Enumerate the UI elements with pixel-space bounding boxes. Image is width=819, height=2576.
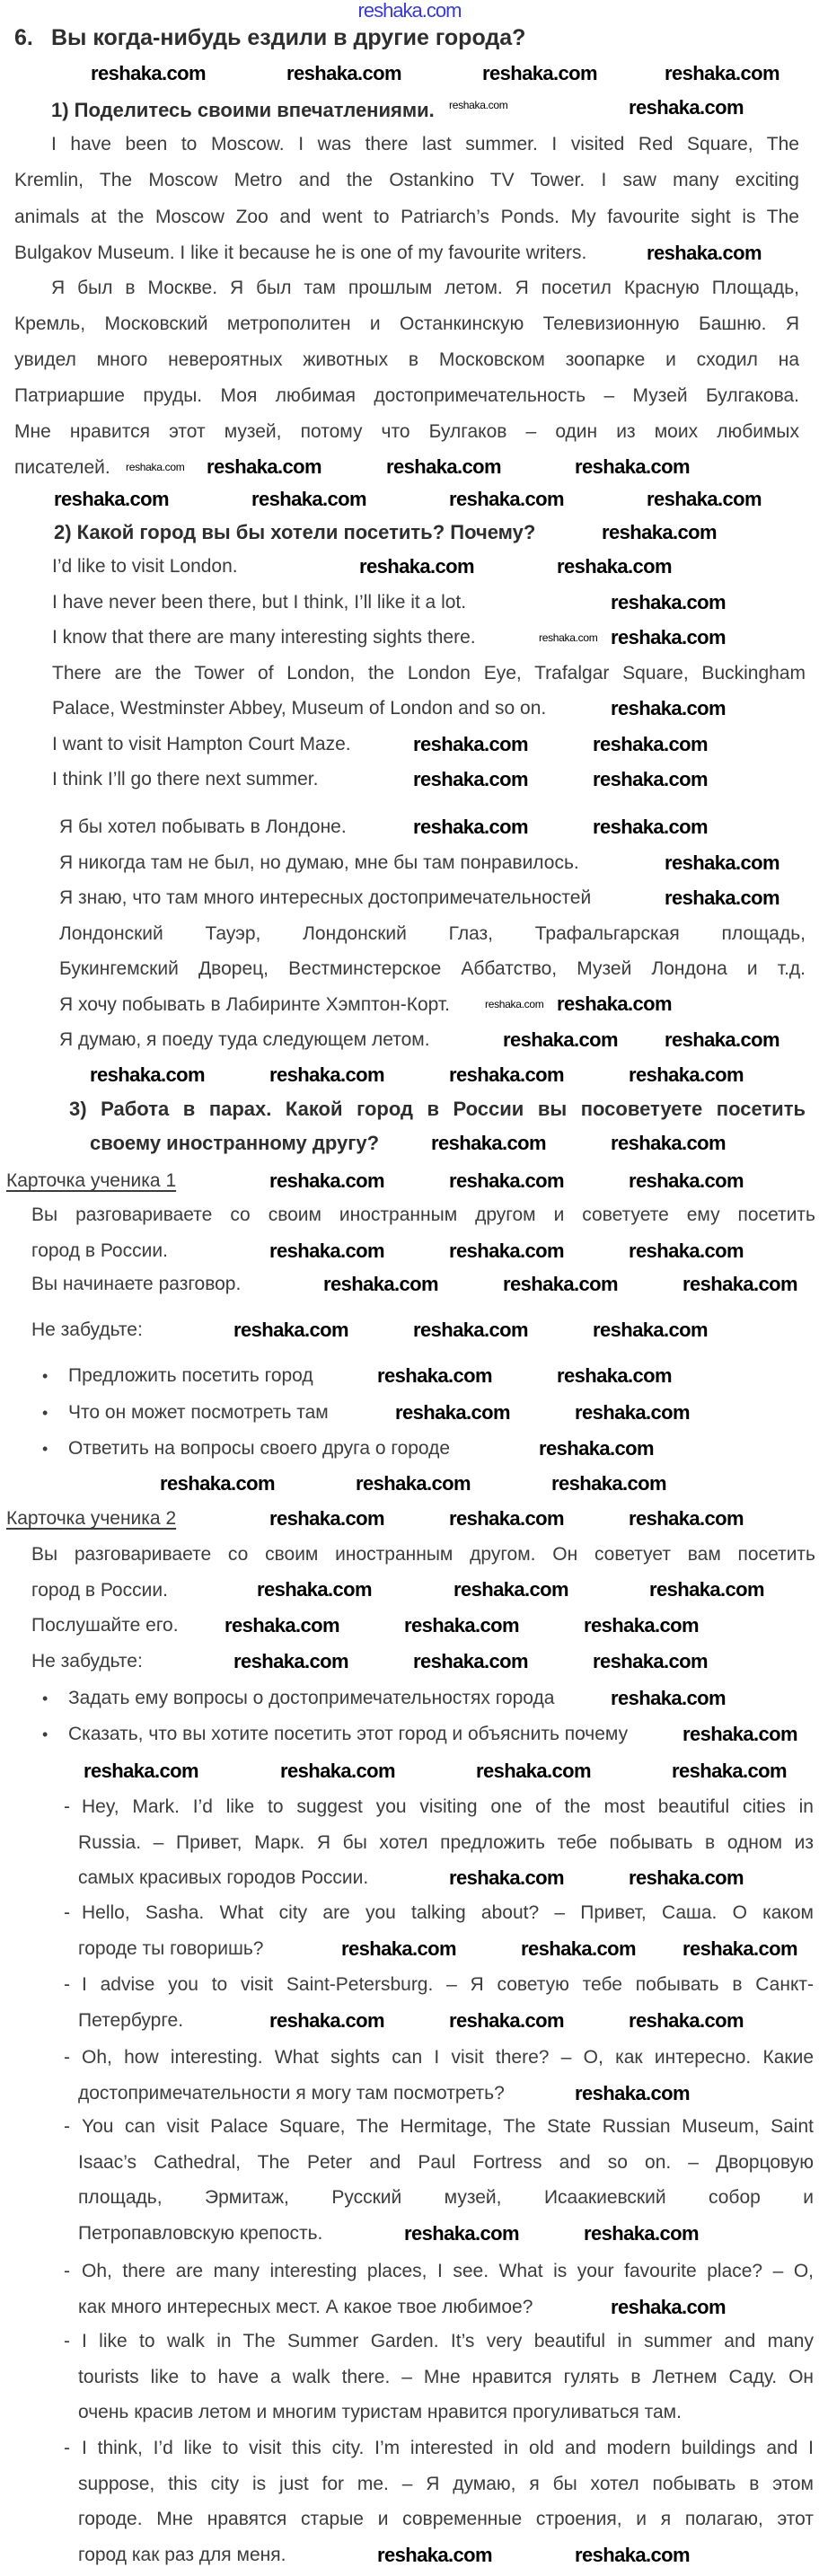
part1-russian-paragraph-line: Мне нравится этот музей, потому что Булгаков – один из моих любимых: [14, 421, 799, 442]
dialogue-dash: -: [64, 2438, 70, 2458]
watermark: reshaka.com: [629, 1063, 744, 1086]
part2-russian-lines-line: Лондонский Тауэр, Лондонский Глаз, Трафальгарская площадь,: [59, 922, 806, 944]
watermark: reshaka.com: [602, 521, 717, 543]
watermark: reshaka.com: [665, 62, 779, 84]
dialogue-item: [64, 2254, 814, 2325]
bullet-item: Ответить на вопросы своего друга о городе •: [68, 1431, 805, 1468]
watermark: reshaka.com: [269, 1063, 384, 1086]
dialogue-item-line: suppose, this city is just for me. – Я думаю, я бы хотел побывать в этом: [78, 2473, 814, 2494]
watermark: reshaka.com: [225, 1614, 339, 1636]
watermark: reshaka.com: [126, 461, 185, 473]
dialogue-item: [64, 2040, 814, 2111]
part3-heading: [69, 1091, 806, 1127]
watermark: reshaka.com: [449, 488, 564, 510]
dialogue-item-line: самых красивых городов России.: [78, 1867, 369, 1889]
watermark: reshaka.com: [521, 1937, 636, 1960]
watermark: reshaka.com: [377, 2544, 492, 2566]
dialogue-item: [64, 1895, 814, 1966]
bullet-icon: •: [42, 1725, 48, 1743]
watermark: reshaka.com: [449, 2009, 564, 2032]
watermark: reshaka.com: [449, 1063, 564, 1086]
watermark: reshaka.com: [665, 851, 779, 874]
watermark: reshaka.com: [233, 1319, 348, 1341]
watermark: reshaka.com: [682, 1273, 797, 1295]
watermark: reshaka.com: [503, 1028, 618, 1051]
watermark: reshaka.com: [575, 2082, 690, 2104]
watermark: reshaka.com: [503, 1273, 618, 1295]
watermark: reshaka.com: [539, 631, 598, 644]
card2-text-line: Вы разговариваете со своим иностранным другом. Он советует вам посетить: [31, 1544, 815, 1565]
dialogue-item-line: Петропавловскую крепость.: [78, 2222, 323, 2244]
task-title: Вы когда-нибудь ездили в другие города?: [51, 25, 526, 50]
card2-instruction-line: Послушайте его.: [31, 1615, 179, 1636]
dialogue-item-line: площадь, Эрмитаж, Русский музей, Исаакиевский собор и: [78, 2187, 814, 2209]
part3-heading-line: 3) Работа в парах. Какой город в России вы посоветуете посетить: [69, 1098, 806, 1120]
bullet-item: Предложить посетить город •: [68, 1358, 805, 1395]
watermark: reshaka.com: [584, 1614, 699, 1636]
watermark: reshaka.com: [629, 1169, 744, 1192]
watermark: reshaka.com: [539, 1437, 654, 1460]
watermark-header: reshaka.com: [357, 0, 462, 22]
part1-english-paragraph-line: Bulgakov Museum. I like it because he is one of my favourite writers.: [14, 242, 587, 263]
watermark: reshaka.com: [280, 1760, 395, 1782]
part2-russian-lines: [59, 809, 806, 1058]
watermark: reshaka.com: [593, 1650, 708, 1672]
dialogue-item-line: Петербурге.: [78, 2009, 184, 2031]
dialogue-item-line: I like to walk in The Summer Garden. It’s very beautiful in summer and many -: [78, 2324, 814, 2360]
watermark: reshaka.com: [404, 2222, 519, 2245]
card1-title: Карточка ученика 1: [6, 1170, 177, 1191]
watermark: reshaka.com: [449, 99, 508, 111]
dialogue-item: [64, 2430, 814, 2572]
watermark: reshaka.com: [611, 1132, 726, 1154]
dialogue-dash: -: [64, 2047, 70, 2068]
card2-text: [31, 1537, 815, 1608]
watermark: reshaka.com: [611, 626, 726, 648]
dialogue-dash: -: [64, 2116, 70, 2137]
bullet-icon: •: [42, 1440, 48, 1458]
part1-english-paragraph-line: I have been to Moscow. I was there last summer. I visited Red Square, The: [51, 134, 799, 154]
watermark: reshaka.com: [649, 1578, 764, 1601]
card2-text-line: город в России.: [31, 1579, 168, 1601]
watermark: reshaka.com: [593, 768, 708, 790]
watermark: reshaka.com: [665, 1028, 779, 1051]
dialogue-item: [64, 2324, 814, 2430]
dialogue-item-line: I advise you to visit Saint-Petersburg. – Я советую тебе побывать в Санкт- -: [78, 1967, 814, 2003]
watermark: reshaka.com: [386, 455, 501, 478]
watermark: reshaka.com: [629, 1866, 744, 1889]
watermark: reshaka.com: [629, 2009, 744, 2032]
watermark: reshaka.com: [359, 555, 474, 578]
part1-russian-paragraph-line: писателей.: [14, 457, 110, 478]
dialogue-item: [64, 1967, 814, 2038]
watermark: reshaka.com: [413, 1319, 528, 1341]
watermark: reshaka.com: [629, 1507, 744, 1530]
watermark: reshaka.com: [629, 96, 744, 119]
part2-heading: 2) Какой город вы бы хотели посетить? Почему?: [54, 521, 536, 543]
watermark: reshaka.com: [611, 1687, 726, 1709]
watermark: reshaka.com: [482, 62, 597, 84]
part2-russian-lines-line: Я хочу побывать в Лабиринте Хэмптон-Корт.: [59, 993, 451, 1015]
task-number: 6.: [14, 25, 33, 50]
part1-english-paragraph-line: Kremlin, The Moscow Metro and the Ostankino TV Tower. I saw many exciting: [14, 170, 799, 191]
watermark: reshaka.com: [431, 1132, 546, 1154]
watermark: reshaka.com: [54, 488, 169, 510]
card2-bullets: [42, 1681, 805, 1752]
dialogue-item-line: Isaac’s Cathedral, The Peter and Paul Fortress and so on. – Дворцовую: [78, 2151, 814, 2173]
dialogue-dash: -: [64, 1796, 70, 1817]
watermark: reshaka.com: [413, 1650, 528, 1672]
watermark: reshaka.com: [286, 62, 401, 84]
watermark: reshaka.com: [672, 1760, 787, 1782]
card1-remember-line: Не забудьте:: [31, 1319, 143, 1340]
card2-remember-line: Не забудьте:: [31, 1651, 143, 1672]
watermark: reshaka.com: [449, 1866, 564, 1889]
dialogue-item-line: достопримечательности я могу там посмотреть?: [78, 2082, 505, 2104]
bullet-item: Что он может посмотреть там •: [68, 1395, 805, 1432]
part2-english-lines-line: I want to visit Hampton Court Maze.: [52, 733, 351, 754]
watermark: reshaka.com: [341, 1937, 456, 1960]
part3-heading-line: своему иностранному другу?: [90, 1132, 380, 1154]
watermark: reshaka.com: [611, 2296, 726, 2318]
dialogue-item-line: Oh, how interesting. What sights can I visit there? – О, как интересно. Какие -: [78, 2040, 814, 2076]
watermark: reshaka.com: [629, 1239, 744, 1262]
bullet-icon: •: [42, 1367, 48, 1385]
watermark: reshaka.com: [593, 816, 708, 838]
part1-russian-paragraph-line: Патриаршие пруды. Моя любимая достопримечательность – Музей Булгакова.: [14, 385, 799, 406]
card1-instruction: [31, 1266, 815, 1302]
part1-heading: 1) Поделитесь своими впечатлениями.: [51, 99, 435, 121]
watermark: reshaka.com: [413, 768, 528, 790]
watermark: reshaka.com: [476, 1760, 591, 1782]
card1-text-line: Вы разговариваете со своим иностранным другом и советуете ему посетить: [31, 1204, 815, 1225]
bullet-item: Задать ему вопросы о достопримечательностях города •: [68, 1681, 805, 1716]
watermark: reshaka.com: [682, 1723, 797, 1745]
part2-russian-lines-line: Я думаю, я поеду туда следующем летом.: [59, 1029, 430, 1050]
dialogue-dash: -: [64, 2331, 70, 2351]
watermark: reshaka.com: [160, 1472, 275, 1495]
part1-english-paragraph-line: animals at the Moscow Zoo and went to Patriarch’s Ponds. My favourite sight is The: [14, 206, 799, 227]
dialogue-item: [64, 2109, 814, 2251]
watermark: reshaka.com: [454, 1578, 568, 1601]
watermark: reshaka.com: [593, 733, 708, 755]
card1-instruction-line: Вы начинаете разговор.: [31, 1274, 242, 1294]
watermark: reshaka.com: [395, 1401, 510, 1424]
part2-english-lines-line: I have never been there, but I think, I’ll like it a lot.: [52, 591, 467, 613]
part1-russian-paragraph-line: Я был в Москве. Я был там прошлым летом. Я посетил Красную Площадь,: [51, 278, 799, 298]
watermark: reshaka.com: [233, 1650, 348, 1672]
watermark: reshaka.com: [551, 1472, 666, 1495]
watermark: reshaka.com: [449, 1507, 564, 1530]
watermark: reshaka.com: [593, 1319, 708, 1341]
part1-english-paragraph: [14, 127, 799, 271]
dialogue-item-line: Hello, Sasha. What city are you talking about? – Привет, Саша. О каком -: [78, 1895, 814, 1931]
dialogue-item-line: городе. Мне нравятся старые и современные строения, и я полагаю, этот: [78, 2509, 814, 2530]
watermark: reshaka.com: [682, 1937, 797, 1960]
watermark: reshaka.com: [557, 1364, 672, 1387]
bullet-icon: •: [42, 1403, 48, 1422]
card1-text-line: город в России.: [31, 1240, 168, 1261]
part2-russian-lines-line: Я бы хотел побывать в Лондоне.: [59, 816, 347, 837]
watermark: reshaka.com: [665, 887, 779, 909]
part2-russian-lines-line: Я знаю, что там много интересных достопримечательностей: [59, 887, 592, 908]
part1-russian-paragraph: [14, 270, 799, 486]
watermark: reshaka.com: [557, 992, 672, 1015]
part2-english-lines-line: There are the Tower of London, the London Eye, Trafalgar Square, Buckingham: [52, 662, 806, 684]
dialogue-item-line: город как раз для меня.: [78, 2544, 286, 2565]
part1-russian-paragraph-line: Кремль, Московский метрополитен и Останкинскую Телевизионную Башню. Я: [14, 313, 799, 334]
watermark: reshaka.com: [647, 488, 762, 510]
dialogue-item-line: tourists like to have a walk there. – Мне нравится гулять в Летнем Саду. Он: [78, 2366, 814, 2387]
card1-text: [31, 1197, 815, 1269]
dialogue-dash: -: [64, 1974, 70, 1995]
dialogue-item-line: городе ты говоришь?: [78, 1937, 264, 1959]
watermark: reshaka.com: [269, 1507, 384, 1530]
watermark: reshaka.com: [377, 1364, 492, 1387]
watermark: reshaka.com: [557, 555, 672, 578]
watermark: reshaka.com: [404, 1614, 519, 1636]
card1-remember: [31, 1312, 815, 1348]
watermark: reshaka.com: [257, 1578, 372, 1601]
dialogue-item-line: Hey, Mark. I’d like to suggest you visiting one of the most beautiful cities in -: [78, 1789, 814, 1825]
card1-bullets: [42, 1358, 805, 1468]
watermark: reshaka.com: [84, 1760, 198, 1782]
watermark: reshaka.com: [449, 1169, 564, 1192]
dialogue-item-line: очень красив летом и многим туристам нравится прогуливаться там.: [78, 2402, 682, 2423]
part2-russian-lines-line: Я никогда там не был, но думаю, мне бы там понравилось.: [59, 851, 579, 873]
dialogue-item-line: You can visit Palace Square, The Hermitage, The State Russian Museum, Saint -: [78, 2109, 814, 2145]
bullet-icon: •: [42, 1689, 48, 1707]
dialogue-dash: -: [64, 1902, 70, 1923]
dialogue-item-line: Oh, there are many interesting places, I see. What is your favourite place? – О, -: [78, 2254, 814, 2289]
part2-english-lines: [52, 549, 806, 798]
card2-instruction: [31, 1608, 815, 1644]
watermark: reshaka.com: [611, 697, 726, 719]
watermark: reshaka.com: [413, 733, 528, 755]
watermark: reshaka.com: [269, 2009, 384, 2032]
dialogue-item-line: I think, I’d like to visit this city. I’m interested in old and modern buildings and I -: [78, 2430, 814, 2466]
watermark: reshaka.com: [449, 1239, 564, 1262]
watermark: reshaka.com: [485, 998, 544, 1010]
bullet-item: Сказать, что вы хотите посетить этот город и объяснить почему •: [68, 1716, 805, 1752]
watermark: reshaka.com: [269, 1239, 384, 1262]
watermark: reshaka.com: [575, 1401, 690, 1424]
watermark: reshaka.com: [413, 816, 528, 838]
dialogue-item: [64, 1789, 814, 1896]
watermark: reshaka.com: [356, 1472, 471, 1495]
card2-title: Карточка ученика 2: [6, 1508, 177, 1529]
part2-english-lines-line: I think I’ll go there next summer.: [52, 769, 319, 790]
watermark: reshaka.com: [584, 2222, 699, 2245]
dialogue-item-line: как много интересных мест. А какое твое любимое?: [78, 2296, 533, 2317]
watermark: reshaka.com: [91, 62, 206, 84]
watermark: reshaka.com: [647, 242, 762, 264]
part2-english-lines-line: Palace, Westminster Abbey, Museum of London and so on.: [52, 698, 547, 719]
part2-russian-lines-line: Букингемский Дворец, Вестминстерское Аббатство, Музей Лондона и т.д.: [59, 958, 806, 979]
dialogue-dash: -: [64, 2261, 70, 2281]
watermark: reshaka.com: [90, 1063, 205, 1086]
watermark: reshaka.com: [269, 1169, 384, 1192]
watermark: reshaka.com: [323, 1273, 438, 1295]
part2-english-lines-line: I know that there are many interesting sights there.: [52, 627, 476, 648]
watermark: reshaka.com: [575, 2544, 690, 2566]
watermark: reshaka.com: [575, 455, 690, 478]
part3-heading-cont: [90, 1125, 718, 1161]
watermark: reshaka.com: [611, 591, 726, 613]
part2-english-lines-line: I’d like to visit London.: [52, 556, 238, 577]
card2-remember: [31, 1644, 815, 1680]
dialogue-item-line: Russia. – Привет, Марк. Я бы хотел предложить тебе побывать в одном из: [78, 1831, 814, 1853]
watermark: reshaka.com: [207, 455, 321, 478]
watermark: reshaka.com: [251, 488, 366, 510]
part1-russian-paragraph-line: увидел много невероятных животных в Московском зоопарке и сходил на: [14, 349, 799, 370]
